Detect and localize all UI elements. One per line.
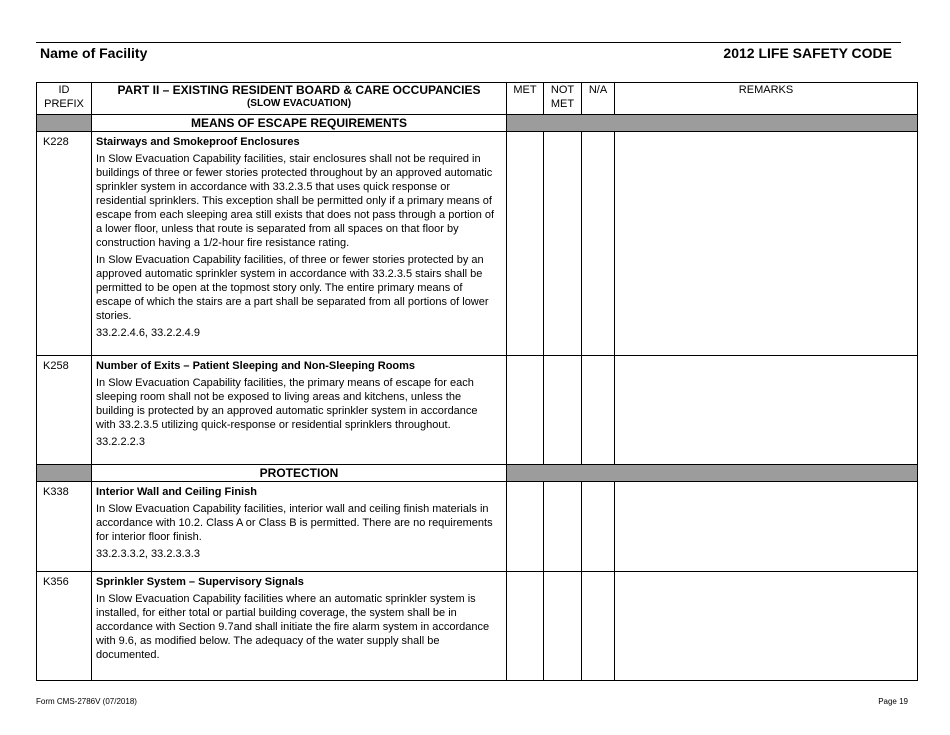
section-title: PROTECTION [92,465,507,482]
part-subtitle: (SLOW EVACUATION) [246,98,352,109]
col-not-met-line1: NOT [550,84,575,96]
col-not-met [544,83,582,115]
section-gray-cell [507,115,918,132]
row-paragraph: In Slow Evacuation Capability facilities where an automatic sprinkler system is installed, for either total or partial building coverage, the system shall be in accordance with Section 9.7and shall initiate the fire alarm system in accordance with 9.6, as modified below. The adequacy of the water supply shall be documented. [96,593,490,661]
form-number: Form CMS-2786V (07/2018) [36,697,137,706]
col-met: MET [507,83,544,115]
remarks-cell[interactable] [615,482,918,572]
table-row [37,132,918,356]
header-rule [36,42,901,43]
row-title: Stairways and Smokeproof Enclosures [96,136,300,148]
col-not-met-line2: MET [550,98,575,110]
col-remarks: REMARKS [615,83,918,115]
row-id: K356 [37,572,92,681]
col-id-line2: PREFIX [44,98,84,110]
remarks-cell[interactable] [615,132,918,356]
row-paragraph: In Slow Evacuation Capability facilities, stair enclosures shall not be required in buildings of three or fewer stories protected throughout by an approved automatic sprinkler system in accordance with 33.2.3.5 that uses quick response or residential sprinklers. This exception shall be permitted only if a primary means of escape from each sleeping area still exists that does not pass through a portion of a lower floor, unless that route is separated from all spaces on that floor by construction having a 1/2-hour fire resistance rating. [96,153,495,249]
col-id-prefix [37,83,92,115]
na-cell[interactable] [582,132,615,356]
row-description [92,356,507,465]
row-id: K338 [37,482,92,572]
row-reference: 33.2.2.2.3 [96,436,145,448]
table-row [37,356,918,465]
row-description [92,482,507,572]
section-row-protection [37,465,918,482]
table-row [37,482,918,572]
met-cell[interactable] [507,132,544,356]
row-reference: 33.2.3.3.2, 33.2.3.3.3 [96,548,200,560]
row-id: K258 [37,356,92,465]
met-cell[interactable] [507,356,544,465]
table-header-row [37,83,918,115]
row-id: K228 [37,132,92,356]
section-gray-cell [37,465,92,482]
row-paragraph: In Slow Evacuation Capability facilities, the primary means of escape for each sleeping room shall not be exposed to living areas and kitchens, unless the building is protected by an approved automatic sprinkler system in accordance with 33.2.3.5 utilizing quick-response or residential sprinklers throughout. [96,377,478,431]
survey-table [36,82,918,681]
row-title: Number of Exits – Patient Sleeping and Non-Sleeping Rooms [96,360,416,372]
na-cell[interactable] [582,356,615,465]
remarks-cell[interactable] [615,572,918,681]
page-number: Page 19 [878,697,908,706]
not-met-cell[interactable] [544,132,582,356]
col-na: N/A [582,83,615,115]
section-gray-cell [37,115,92,132]
row-paragraph: In Slow Evacuation Capability facilities, interior wall and ceiling finish materials in accordance with 10.2. Class A or Class B is permitted. There are no requirements for interior floor finish. [96,503,493,543]
row-paragraph: In Slow Evacuation Capability facilities, of three or fewer stories protected by an approved automatic sprinkler system in accordance with 33.2.3.5 stairs shall be permitted to be open at the topmost story only. The entire primary means of escape of which the stairs are a part shall be separated from all portions of lower stories. [96,254,489,322]
na-cell[interactable] [582,482,615,572]
col-part-title [92,83,507,115]
met-cell[interactable] [507,572,544,681]
col-id-line1: ID [58,84,70,96]
remarks-cell[interactable] [615,356,918,465]
part-title: PART II – EXISTING RESIDENT BOARD & CARE OCCUPANCIES [117,83,481,97]
not-met-cell[interactable] [544,572,582,681]
table-row [37,572,918,681]
row-description [92,132,507,356]
code-edition-label: 2012 LIFE SAFETY CODE [723,45,892,61]
row-title: Interior Wall and Ceiling Finish [96,486,257,498]
section-row-means-of-escape [37,115,918,132]
row-title: Sprinkler System – Supervisory Signals [96,576,304,588]
row-description [92,572,507,681]
met-cell[interactable] [507,482,544,572]
facility-name-label: Name of Facility [40,45,148,61]
row-reference: 33.2.2.4.6, 33.2.2.4.9 [96,327,200,339]
not-met-cell[interactable] [544,356,582,465]
section-title: MEANS OF ESCAPE REQUIREMENTS [92,115,507,132]
section-gray-cell [507,465,918,482]
na-cell[interactable] [582,572,615,681]
not-met-cell[interactable] [544,482,582,572]
